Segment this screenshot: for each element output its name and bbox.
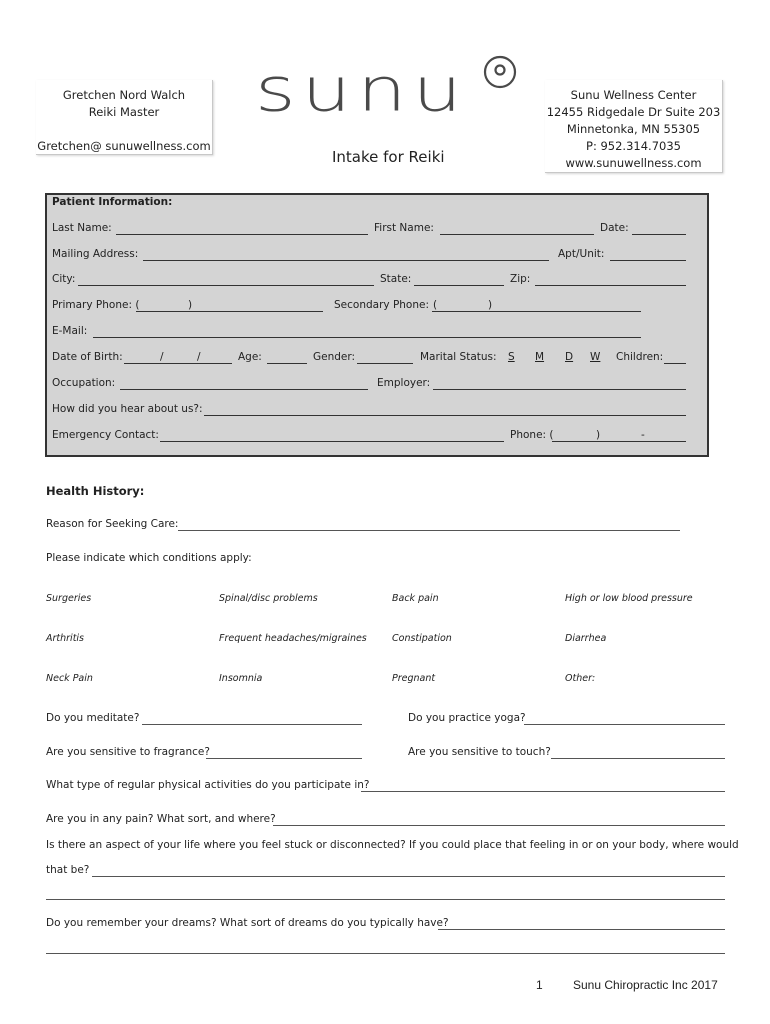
dob-field[interactable] (124, 363, 232, 364)
pain-label: Are you in any pain? What sort, and where? (46, 813, 276, 825)
age-label: Age: (238, 351, 262, 363)
dreams-field-1[interactable] (438, 929, 725, 930)
stuck-field-1[interactable] (92, 876, 725, 877)
mailing-address-label: Mailing Address: (52, 248, 139, 260)
age-field[interactable] (267, 363, 307, 364)
apt-unit-label: Apt/Unit: (558, 248, 605, 260)
state-label: State: (380, 273, 412, 285)
emergency-phone-close: ) (596, 429, 601, 441)
stuck-field-2[interactable] (46, 899, 725, 900)
stuck-question-line-2: that be? (46, 864, 90, 876)
secondary-phone-open: ( (433, 299, 438, 311)
condition-item[interactable]: Spinal/disc problems (219, 593, 318, 604)
reason-field[interactable] (178, 530, 680, 531)
center-address: 12455 Ridgedale Dr Suite 203 (546, 105, 721, 119)
condition-item[interactable]: Other: (565, 673, 596, 684)
condition-item[interactable]: High or low blood pressure (565, 593, 693, 604)
employer-label: Employer: (377, 377, 431, 389)
activities-label: What type of regular physical activities do you participate in? (46, 779, 370, 791)
fragrance-field[interactable] (206, 758, 362, 759)
center-card (545, 80, 723, 173)
touch-label: Are you sensitive to touch? (408, 746, 551, 758)
dreams-label: Do you remember your dreams? What sort of dreams do you typically have? (46, 917, 449, 929)
patient-heading: Patient Information: (52, 196, 173, 208)
fragrance-label: Are you sensitive to fragrance? (46, 746, 210, 758)
conditions-prompt: Please indicate which conditions apply: (46, 552, 252, 564)
health-history-heading: Health History: (46, 484, 145, 498)
employer-field[interactable] (433, 389, 686, 390)
condition-item[interactable]: Surgeries (46, 593, 92, 604)
gender-label: Gender: (313, 351, 356, 363)
practitioner-role: Reiki Master (88, 105, 160, 119)
marital-option-m[interactable]: M (535, 351, 545, 363)
yoga-field[interactable] (524, 724, 725, 725)
page-number: 1 (536, 978, 543, 992)
occupation-field[interactable] (120, 389, 368, 390)
condition-item[interactable]: Arthritis (46, 633, 85, 644)
marital-status-label: Marital Status: (420, 351, 497, 363)
dob-slash-2: / (197, 351, 201, 363)
primary-phone-field[interactable] (136, 311, 323, 312)
gender-field[interactable] (357, 363, 413, 364)
emergency-phone-field[interactable] (552, 441, 686, 442)
condition-item[interactable]: Insomnia (219, 673, 263, 684)
primary-phone-close: ) (188, 299, 193, 311)
center-city: Minnetonka, MN 55305 (566, 122, 701, 136)
city-field[interactable] (78, 285, 374, 286)
first-name-field[interactable] (440, 234, 594, 235)
condition-item[interactable]: Frequent headaches/migraines (219, 633, 367, 644)
zip-label: Zip: (510, 273, 531, 285)
condition-item[interactable]: Neck Pain (46, 673, 93, 684)
pain-field[interactable] (273, 825, 725, 826)
logo-text: sunu (255, 55, 468, 126)
last-name-label: Last Name: (52, 222, 112, 234)
mailing-address-field[interactable] (143, 260, 549, 261)
condition-item[interactable]: Diarrhea (565, 633, 607, 644)
dob-label: Date of Birth: (52, 351, 123, 363)
city-label: City: (52, 273, 76, 285)
emergency-contact-field[interactable] (160, 441, 504, 442)
emergency-contact-label: Emergency Contact: (52, 429, 159, 441)
state-field[interactable] (414, 285, 504, 286)
occupation-label: Occupation: (52, 377, 116, 389)
email-label: E-Mail: (52, 325, 88, 337)
form-title: Intake for Reiki (332, 148, 445, 166)
emergency-phone-label: Phone: ( (510, 429, 554, 441)
emergency-phone-dash: - (641, 429, 645, 441)
zip-field[interactable] (535, 285, 686, 286)
touch-field[interactable] (551, 758, 725, 759)
center-name: Sunu Wellness Center (570, 88, 697, 102)
hear-about-label: How did you hear about us?: (52, 403, 203, 415)
reason-label: Reason for Seeking Care: (46, 518, 179, 530)
children-field[interactable] (664, 363, 686, 364)
activities-field[interactable] (361, 791, 725, 792)
condition-item[interactable]: Pregnant (392, 673, 436, 684)
footer-company: Sunu Chiropractic Inc 2017 (573, 978, 718, 992)
email-field[interactable] (93, 337, 641, 338)
apt-unit-field[interactable] (610, 260, 686, 261)
center-website: www.sunuwellness.com (565, 156, 702, 170)
condition-item[interactable]: Constipation (392, 633, 452, 644)
marital-option-w[interactable]: W (590, 351, 601, 363)
sunu-logo (255, 55, 525, 140)
last-name-field[interactable] (116, 234, 368, 235)
logo-circle-icon (480, 52, 520, 92)
stuck-question-line-1: Is there an aspect of your life where you feel stuck or disconnected? If you could place that feeling in or on your body, where would (46, 839, 739, 851)
practitioner-card (36, 80, 213, 155)
secondary-phone-field[interactable] (432, 311, 641, 312)
practitioner-email: Gretchen@ sunuwellness.com (37, 139, 211, 153)
first-name-label: First Name: (374, 222, 434, 234)
hear-about-field[interactable] (204, 415, 686, 416)
yoga-label: Do you practice yoga? (408, 712, 526, 724)
date-field[interactable] (632, 234, 686, 235)
condition-item[interactable]: Back pain (392, 593, 439, 604)
practitioner-name: Gretchen Nord Walch (62, 88, 186, 102)
dreams-field-2[interactable] (46, 953, 725, 954)
secondary-phone-label: Secondary Phone: (334, 299, 430, 311)
primary-phone-label: Primary Phone: ( (52, 299, 140, 311)
secondary-phone-close: ) (488, 299, 493, 311)
meditate-label: Do you meditate? (46, 712, 140, 724)
dob-slash-1: / (160, 351, 164, 363)
children-label: Children: (616, 351, 664, 363)
date-label: Date: (600, 222, 629, 234)
meditate-field[interactable] (142, 724, 362, 725)
marital-option-d[interactable]: D (565, 351, 574, 363)
center-phone: P: 952.314.7035 (586, 139, 681, 153)
marital-option-s[interactable]: S (508, 351, 515, 363)
